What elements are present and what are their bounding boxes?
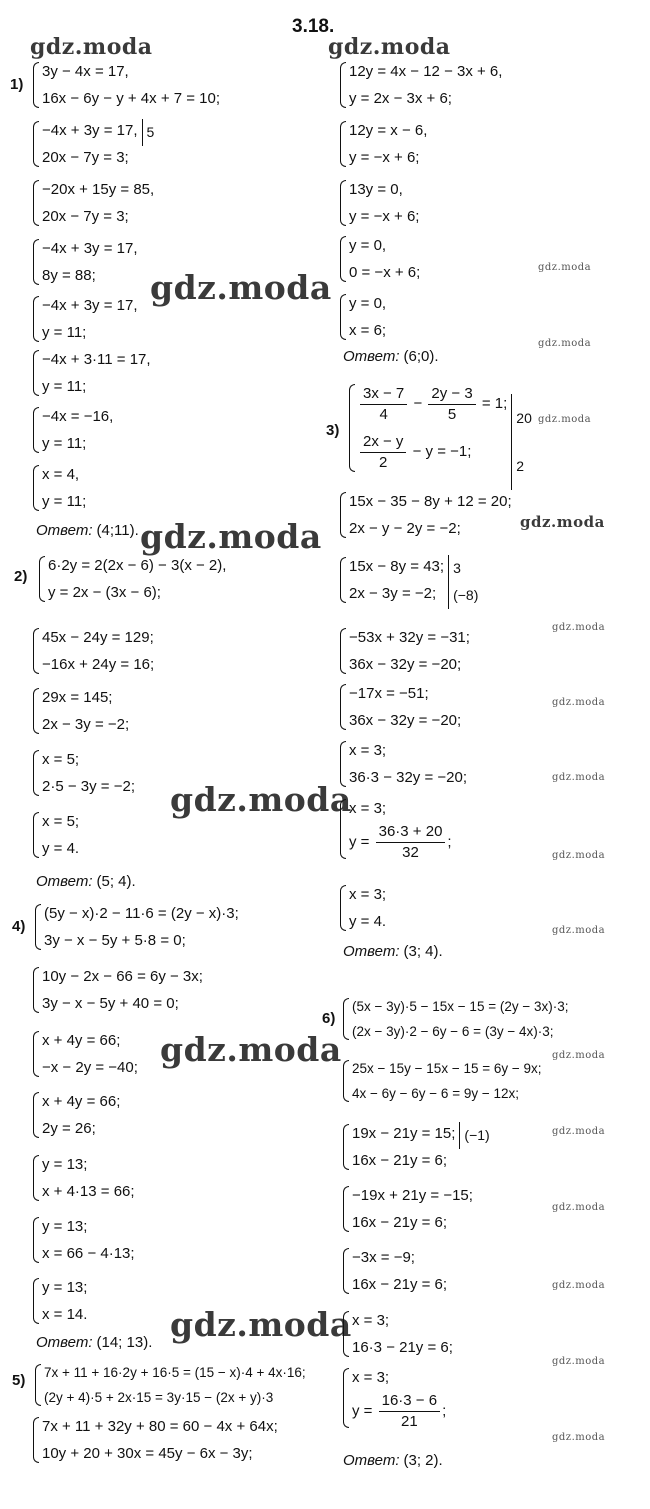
equation: 12y = 4x − 12 − 3x + 6,: [349, 63, 503, 80]
equation: 16x − 21y = 6;: [352, 1276, 448, 1293]
equation: 15x − 8y = 43;: [349, 558, 445, 575]
equation: y = 2x − 3x + 6;: [349, 90, 452, 107]
equation-system: [30, 176, 154, 230]
equation: −4x + 3y = 17,: [42, 240, 138, 257]
equation: 36·3 − 32y = −20;: [349, 769, 468, 786]
equation-system: [30, 1213, 135, 1267]
equation: $\frac{3x - 7}{4}$ − $\frac{2y - 3}{5}$ = 1;: [358, 380, 507, 428]
fraction: $\frac{2x - y}{2}$: [360, 432, 406, 473]
equation: x = 5;: [42, 751, 80, 768]
equation: y = $\frac{16\cdot 3 - 6}{21}$ ;: [352, 1392, 447, 1430]
answer: [36, 1334, 152, 1351]
equation: 3y − 4x = 17,: [42, 63, 129, 80]
equation-system: [30, 58, 220, 112]
equation: 8y = 88;: [42, 267, 96, 284]
answer-value: (4;11).: [96, 522, 139, 539]
equation: y = −x + 6;: [349, 149, 420, 166]
equation: −16x + 24y = 16;: [42, 656, 155, 673]
equation-system: [337, 680, 461, 734]
equation: −4x + 3y = 17,: [42, 122, 138, 139]
equation-system: [30, 1027, 138, 1081]
equation: y = 0,: [349, 295, 387, 312]
answer: [36, 873, 136, 890]
equation: 10y + 20 + 30x = 45y − 6x − 3y;: [42, 1445, 253, 1462]
watermark: gdz.moda: [552, 697, 606, 708]
equation: (5y − x)·2 − 11·6 = (2y − x)·3;: [44, 905, 239, 922]
equation: (2x − 3y)·2 − 6y − 6 = (3y − 4x)·3;: [352, 1024, 554, 1039]
equation-system: [337, 881, 386, 935]
equation-system: [337, 117, 427, 171]
equation-system: [340, 1244, 447, 1298]
watermark: gdz.moda: [552, 1280, 606, 1291]
answer-value: (3; 2).: [403, 1452, 443, 1469]
equation: 19x − 21y = 15;: [352, 1125, 456, 1142]
multiplier-note: 3 (−8): [448, 555, 478, 609]
equation: (2y + 4)·5 + 2x·15 = 3y·15 − (2x + y)·3: [44, 1390, 274, 1405]
equation: 12y = x − 6,: [349, 122, 428, 139]
watermark: gdz.moda: [140, 517, 322, 556]
equation: 2x − 3y = −2;: [349, 585, 437, 602]
multiplier-note: 20 2: [511, 394, 532, 490]
watermark: gdz.moda: [170, 1305, 352, 1344]
equation-system: [30, 684, 129, 738]
equation: y = 2x − (3x − 6);: [48, 584, 161, 601]
equation: x = 3;: [349, 742, 387, 759]
equation-system: [32, 1360, 306, 1410]
equation: −17x = −51;: [349, 685, 429, 702]
multiplier-note: (−1): [459, 1122, 489, 1149]
exercise-title: 3.18.: [292, 16, 335, 37]
watermark: gdz.moda: [150, 268, 332, 307]
equation: x = 4,: [42, 466, 80, 483]
equation: y = 13;: [42, 1279, 88, 1296]
equation: y = 11;: [42, 435, 87, 452]
equation-system: [337, 488, 512, 542]
watermark: gdz.moda: [552, 925, 606, 936]
equation: x = 3;: [349, 800, 387, 817]
equation-system: [337, 176, 419, 230]
equation: 16x − 21y = 6;: [352, 1214, 448, 1231]
answer: [343, 943, 443, 960]
equation: −4x + 3y = 17,: [42, 297, 138, 314]
equation-system: [337, 624, 470, 678]
equation: y = 11;: [42, 493, 87, 510]
equation: x = 6;: [349, 322, 387, 339]
equation-system: [340, 1307, 453, 1361]
problem-number: 2): [14, 568, 28, 585]
equation-system: [30, 808, 79, 862]
watermark: gdz.moda: [30, 34, 153, 60]
equation: 6·2y = 2(2x − 6) − 3(x − 2),: [48, 557, 227, 574]
equation: 3y − x − 5y + 40 = 0;: [42, 995, 179, 1012]
watermark: gdz.moda: [170, 780, 352, 819]
problem-number: 6): [322, 1010, 336, 1027]
equation: 15x − 35 − 8y + 12 = 20;: [349, 493, 512, 510]
equation: 45x − 24y = 129;: [42, 629, 154, 646]
equation: 2x − y − 2y = −2;: [349, 520, 461, 537]
answer-label: Ответ:: [343, 943, 400, 960]
equation: 0 = −x + 6;: [349, 264, 421, 281]
watermark: gdz.moda: [552, 1356, 606, 1367]
answer: [343, 1452, 443, 1469]
answer-value: (6;0).: [403, 348, 439, 365]
equation: x = 14.: [42, 1306, 88, 1323]
equation: 2x − 3y = −2;: [42, 716, 130, 733]
fraction: $\frac{36\cdot 3 + 20}{32}$: [376, 822, 446, 863]
multiplier-note: 5: [142, 119, 155, 146]
answer: [343, 348, 439, 365]
problem-number: 5): [12, 1372, 26, 1389]
equation: 20x − 7y = 3;: [42, 149, 129, 166]
equation-system: [340, 1364, 446, 1432]
watermark: gdz.moda: [538, 262, 592, 273]
equation: 7x + 11 + 16·2y + 16·5 = (15 − x)·4 + 4x·16;: [44, 1365, 306, 1380]
answer-label: Ответ:: [36, 873, 93, 890]
equation-system: [30, 963, 203, 1017]
equation: 16·3 − 21y = 6;: [352, 1339, 453, 1356]
equation-system: [30, 624, 154, 678]
answer-label: Ответ:: [36, 1334, 93, 1351]
equation-system: [30, 746, 135, 800]
watermark: gdz.moda: [552, 1202, 606, 1213]
equation-system: [340, 1056, 542, 1106]
equation: y = 11;: [42, 378, 87, 395]
equation-system: [30, 1274, 87, 1328]
equation: 2y = 26;: [42, 1120, 96, 1137]
answer-label: Ответ:: [343, 348, 400, 365]
equation-system: [30, 1151, 135, 1205]
fraction: $\frac{3x - 7}{4}$: [360, 384, 407, 425]
equation: y = 4.: [349, 913, 387, 930]
equation: x = 66 − 4·13;: [42, 1245, 135, 1262]
equation: y = 11;: [42, 324, 87, 341]
equation: x = 5;: [42, 813, 80, 830]
equation-system: [30, 461, 86, 515]
equation: 3y − x − 5y + 5·8 = 0;: [44, 932, 186, 949]
answer-label: Ответ:: [343, 1452, 400, 1469]
watermark: gdz.moda: [328, 34, 451, 60]
equation: x = 3;: [349, 886, 387, 903]
answer-value: (5; 4).: [96, 873, 136, 890]
problem-number: 3): [326, 422, 340, 439]
equation: x + 4y = 66;: [42, 1032, 121, 1049]
equation: −x − 2y = −40;: [42, 1059, 138, 1076]
answer-value: (3; 4).: [403, 943, 443, 960]
answer-value: (14; 13).: [96, 1334, 153, 1351]
equation-system: [30, 346, 151, 400]
watermark: gdz.moda: [520, 513, 605, 531]
equation-system: [340, 1120, 490, 1174]
answer: [36, 522, 139, 539]
equation-system: [337, 58, 502, 112]
equation: 4x − 6y − 6y − 6 = 9y − 12x;: [352, 1086, 519, 1101]
equation: $\frac{2x - y}{2}$ − y = −1;: [358, 428, 507, 476]
equation-system: [337, 737, 467, 791]
equation-system: [337, 553, 479, 607]
equation: −4x = −16,: [42, 408, 114, 425]
fraction: $\frac{16\cdot 3 - 6}{21}$: [379, 1391, 440, 1432]
equation: 10y − 2x − 66 = 6y − 3x;: [42, 968, 203, 985]
equation: x = 3;: [352, 1369, 390, 1386]
watermark: gdz.moda: [552, 1050, 606, 1061]
equation: 7x + 11 + 32y + 80 = 60 − 4x + 64x;: [42, 1418, 278, 1435]
equation-system: [30, 1413, 278, 1467]
equation-system: [346, 380, 532, 476]
watermark: gdz.moda: [160, 1030, 342, 1069]
equation: −4x + 3·11 = 17,: [42, 351, 151, 368]
problem-number: 1): [10, 76, 24, 93]
watermark: gdz.moda: [552, 772, 606, 783]
watermark: gdz.moda: [552, 850, 606, 861]
problem-number: 4): [12, 918, 26, 935]
equation-system: [337, 232, 420, 286]
equation-system: [337, 290, 386, 344]
equation: 16x − 21y = 6;: [352, 1152, 448, 1169]
equation: y = 4.: [42, 840, 80, 857]
answer-label: Ответ:: [36, 522, 93, 539]
equation-system: [32, 900, 239, 954]
watermark: gdz.moda: [538, 414, 592, 425]
equation: 25x − 15y − 15x − 15 = 6y − 9x;: [352, 1061, 542, 1076]
watermark: gdz.moda: [552, 622, 606, 633]
equation-system: [340, 994, 568, 1044]
equation-system: [340, 1182, 473, 1236]
equation-system: [30, 1088, 120, 1142]
watermark: gdz.moda: [552, 1432, 606, 1443]
watermark: gdz.moda: [538, 338, 592, 349]
equation: −19x + 21y = −15;: [352, 1187, 473, 1204]
equation: 36x − 32y = −20;: [349, 656, 462, 673]
equation: x + 4y = 66;: [42, 1093, 121, 1110]
fraction: $\frac{2y - 3}{5}$: [428, 384, 475, 425]
equation: y = −x + 6;: [349, 208, 420, 225]
equation: y = 13;: [42, 1156, 88, 1173]
equation: 16x − 6y − y + 4x + 7 = 10;: [42, 90, 221, 107]
equation: x + 4·13 = 66;: [42, 1183, 135, 1200]
equation: y = 0,: [349, 237, 387, 254]
equation: y = 13;: [42, 1218, 88, 1235]
equation: 20x − 7y = 3;: [42, 208, 129, 225]
equation-system: [337, 795, 452, 863]
watermark: gdz.moda: [552, 1126, 606, 1137]
equation-system: [36, 552, 226, 606]
equation-system: [30, 403, 113, 457]
equation: 36x − 32y = −20;: [349, 712, 462, 729]
equation: 2·5 − 3y = −2;: [42, 778, 135, 795]
equation: −53x + 32y = −31;: [349, 629, 470, 646]
equation: 29x = 145;: [42, 689, 113, 706]
equation: −20x + 15y = 85,: [42, 181, 155, 198]
equation: x = 3;: [352, 1312, 390, 1329]
equation: (5x − 3y)·5 − 15x − 15 = (2y − 3x)·3;: [352, 999, 569, 1014]
equation-system: [30, 235, 138, 289]
equation-system: [30, 117, 155, 171]
equation: −3x = −9;: [352, 1249, 415, 1266]
equation: 13y = 0,: [349, 181, 403, 198]
equation: y = $\frac{36\cdot 3 + 20}{32}$ ;: [349, 823, 452, 861]
equation-system: [30, 292, 138, 346]
